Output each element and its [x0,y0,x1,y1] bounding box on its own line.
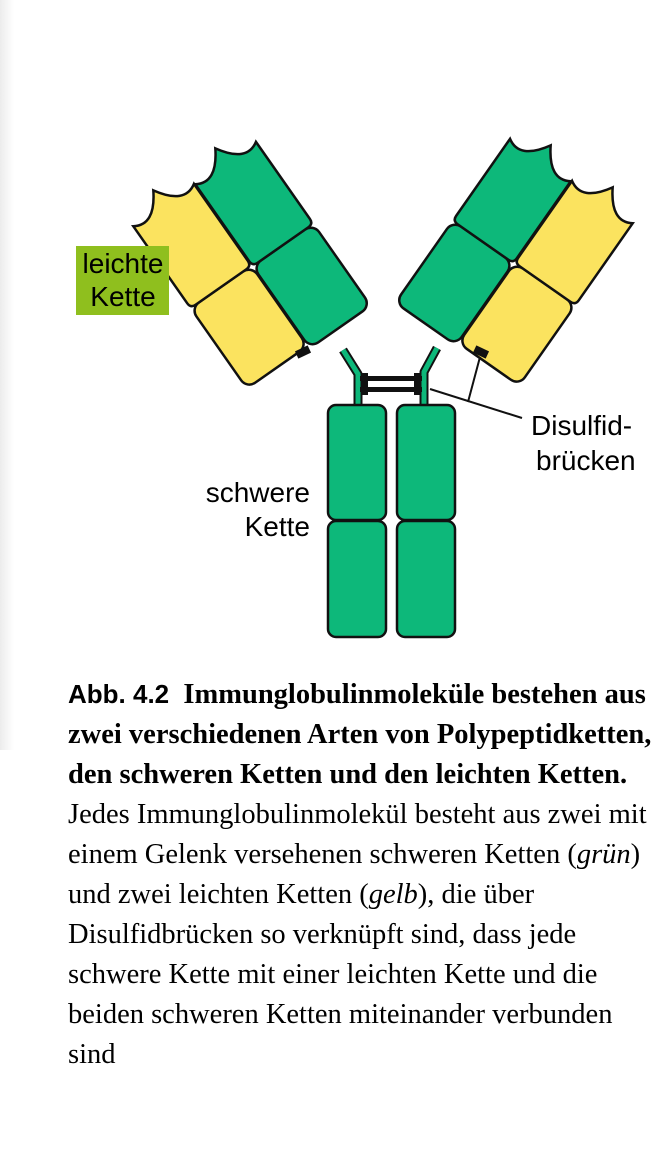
heavy-chain-right-domain-ch2 [397,405,455,520]
light-chain-label-line1: leichte [82,248,164,279]
heavy-chain-label-line2: Kette [244,511,310,542]
disulfide-bridges-heavy [360,373,422,395]
disulfide-label-line1: Disulfid- [531,410,633,441]
caption-yellow: gelb [368,879,418,910]
disulfide-leader-line-2 [468,357,480,402]
caption-body-1: Jedes Immunglobulinmolekül besteht aus zwei mit einem Gelenk versehenen schweren Ketten ( [68,799,647,870]
caption-title: Immunglobulinmoleküle bestehen aus zwei verschiedenen Arten von Polypeptidketten, den schweren Ketten und den leichten Ketten. [68,679,652,790]
caption-label: Abb. 4.2 [68,679,170,709]
caption-body-2: ) und zwei leichten Ketten ( [68,839,641,910]
heavy-chain-right-domain-ch3 [397,521,455,637]
disulfide-label-line2: brücken [536,445,636,476]
caption-green: grün [576,839,631,870]
heavy-chain-label-line1: schwere [205,477,310,508]
light-chain-label-line2: Kette [90,281,156,312]
figure-caption [68,674,658,1075]
heavy-chain-left-domain-ch2 [328,405,386,520]
heavy-chain-left-domain-ch3 [328,521,386,637]
caption-body-3: ), die über Disulfidbrücken so verknüpft sind, dass jede schwere Kette mit einer leichten Kette und die beiden schweren Ketten miteinander verbunden sind [68,879,613,1070]
